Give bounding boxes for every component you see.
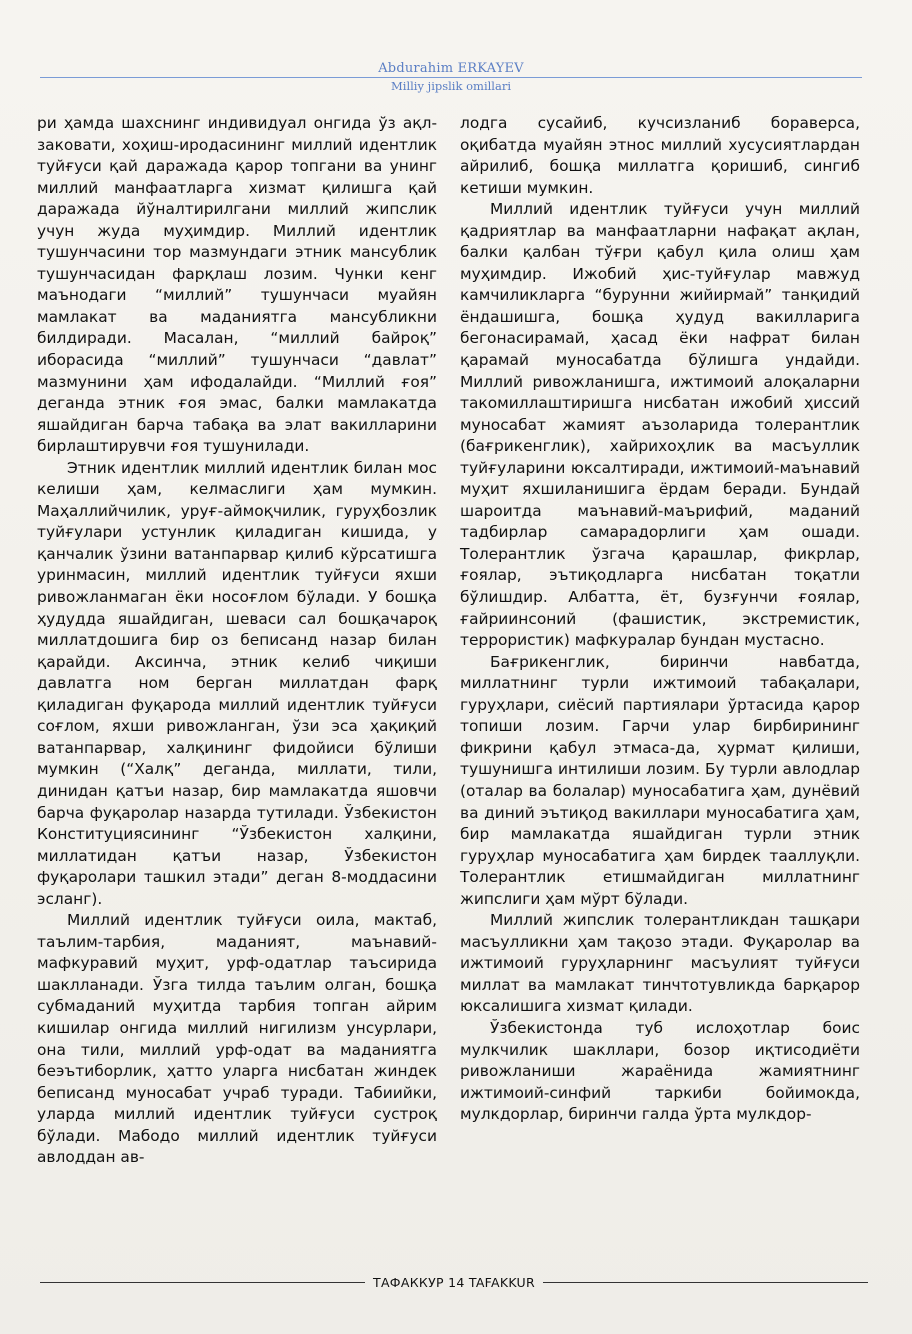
running-header (40, 60, 862, 94)
paragraph: Миллий идентлик туйғуси оила, мактаб, таълим-тарбия, маданият, маънавий-мафкуравий муҳит, урф-одатлар таъсирида шаклланади. Ўзга тилда таълим олган, бошқа субмаданий муҳитда тарбия топган айрим кишилар онгида миллий нигилизм унсурлари, она тили, миллий урф-одат ва маданиятга беэътиборлик, ҳатто уларга нисбатан жиндек беписанд муносабат учраб туради. Табиийки, уларда миллий идентлик туйғуси сустроқ бўлади. Мабодо миллий идентлик туйғуси авлоддан ав- (37, 911, 437, 1167)
article-body (37, 113, 869, 1268)
paragraph: лодга сусайиб, кучсизланиб бораверса, оқибатда муайян этнос миллий хусусиятлардан айрилиб, бошқа миллатга қоришиб, сингиб кетиши мумкин. (460, 114, 860, 197)
footer-rule-right (543, 1282, 868, 1283)
footer-rule-left (40, 1282, 365, 1283)
header-author: Abdurahim ERKAYEV (378, 61, 524, 76)
right-column (460, 113, 860, 1126)
paragraph: ри ҳамда шахснинг индивидуал онгида ўз ақл-заковати, хоҳиш-иродасининг миллий идентлик туйғуси қай даражада қарор топгани ва унинг миллий манфаатларга хизмат қилишга қай даражада йўналтирилгани миллий жипслик учун жуда муҳимдир. Миллий идентлик тушунчасини тор мазмундаги этник мансублик тушунчасидан фарқлаш лозим. Чунки кенг маънодаги “миллий” тушунчаси муайян мамлакат ва маданиятга мансубликни билдиради. Масалан, “миллий байроқ” иборасида “миллий” тушунчаси “давлат” мазмунини ҳам ифодалайди. “Миллий ғоя” деганда этник ғоя эмас, балки мамлакатда яшайдиган барча табақа ва элат вакилларини бирлаштирувчи ғоя тушунилади. (37, 114, 437, 456)
paragraph: Бағрикенглик, биринчи навбатда, миллатнинг турли ижтимоий табақалари, гуруҳлари, сиёсий партиялари ўртасида қарор топиши лозим. Гарчи улар бирбирининг фикрини қабул этмаса-да, ҳурмат қилиши, тушунишга интилиши лозим. Бу турли авлодлар (оталар ва болалар) муносабатига ҳам, дунёвий ва диний эътиқод вакиллари муносабатига ҳам, бир мамлакатда яшайдиган турли этник гуруҳлар муносабатига ҳам бирдек тааллуқли. Толерантлик етишмайдиган миллатнинг жипслиги ҳам мўрт бўлади. (460, 652, 860, 908)
paragraph: Миллий идентлик туйғуси учун миллий қадриятлар ва манфаатларни нафақат ақлан, балки қалбан тўғри қабул қила олиш ҳам муҳимдир. Ижобий ҳис-туйғулар мавжуд камчиликларга “бурунни жийирмай” танқидий ёндашишга, бошқа ҳудуд вакилларига бегонасирамай, ҳасад ёки нафрат билан қарамай муносабатда бўлишга ундайди. Миллий ривожланишга, ижтимоий алоқаларни такомиллаштиришга нисбатан ижобий ҳиссий муносабат жамият аъзоларида толерантлик (бағрикенглик), хайрихоҳлик ва масъуллик туйғуларини юксалтиради, ижтимоий-маънавий муҳит яхшиланишига ёрдам беради. Бундай шароитда маънавий-маърифий, маданий тадбирлар самарадорлиги ҳам ошади. Толерантлик ўзгача қарашлар, фикрлар, ғоялар, эътиқодларга нисбатан тоқатли бўлишдир. Албатта, ёт, бузғунчи ғоялар, ғайриинсоний (фашистик, экстремистик, террористик) мафкуралар бундан мустасно. (460, 200, 860, 650)
paragraph: Ўзбекистонда туб ислоҳотлар боис мулкчилик шакллари, бозор иқтисодиёти ривожланиши жараёнида жамиятнинг ижтимоий-синфий таркиби бойимокда, мулкдорлар, биринчи галда ўрта мулкдор- (460, 1018, 860, 1124)
paragraph: Этник идентлик миллий идентлик билан мос келиши ҳам, келмаслиги ҳам мумкин. Маҳаллийчилик, уруғ-аймоқчилик, гуруҳбозлик туйғулари устунлик қиладиган кишида, у қанчалик ўзини ватанпарвар қилиб кўрсатишга уринмасин, миллий идентлик туйғуси яхши ривожланмаган ёки носоғлом бўлади. У бошқа ҳудудда яшайдиган, шеваси сал бошқачароқ миллатдошига бир оз беписанд назар билан қарайди. Аксинча, этник келиб чиқиши давлатга ном берган миллатдан фарқ қиладиган фуқарода миллий идентлик туйғуси соғлом, яхши ривожланган, ўзи эса ҳақиқий ватанпарвар, халқининг фидойиси бўлиши мумкин (“Халқ” деганда, миллати, тили, динидан қатъи назар, бир мамлакатда яшовчи барча фуқаролар назарда тутилади. Ўзбекистон Конституциясининг “Ўзбекистон халқини, миллатидан қатъи назар, Ўзбекистон фуқаролари ташкил этади” деган 8-моддасини эсланг). (37, 458, 437, 908)
page-number-label: ТАФАККУР 14 TAFAKKUR (373, 1274, 535, 1290)
left-column (37, 113, 437, 1169)
running-footer (40, 1272, 868, 1292)
header-subtitle: Milliy jipslik omillari (390, 79, 512, 93)
paragraph: Миллий жипслик толерантликдан ташқари масъулликни ҳам тақозо этади. Фуқаролар ва ижтимоий гуруҳларнинг масъулият туйғуси миллат ва мамлакат тинчтотувликда барқарор юксалишига хизмат қилади. (460, 911, 860, 1016)
